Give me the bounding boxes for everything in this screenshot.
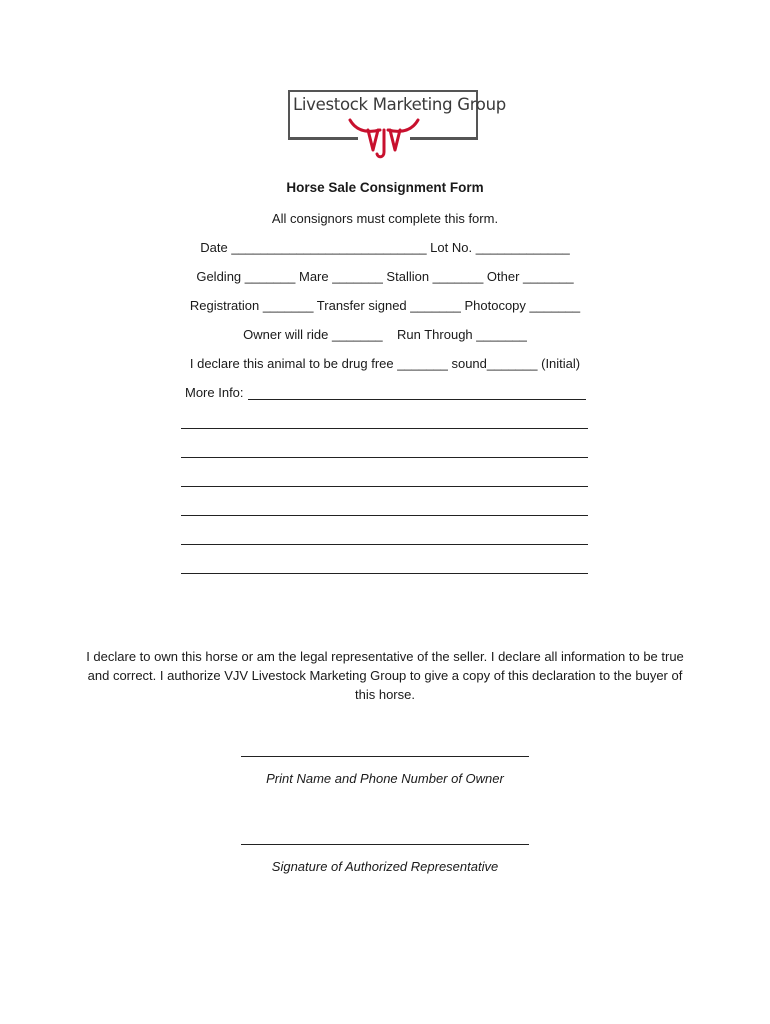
owner-caption: Print Name and Phone Number of Owner bbox=[266, 771, 504, 786]
declaration-text: I declare to own this horse or am the legal representative of the seller. I declare all information to be true and correct. I authorize VJV Livestock Marketing Group to give a copy of this declaration to the buyer of this horse. bbox=[86, 649, 684, 702]
more-info-blank-line bbox=[181, 428, 588, 429]
longhorn-vjv-mark-icon bbox=[288, 90, 482, 168]
more-info-blank-line bbox=[248, 399, 586, 400]
more-info-blank-line bbox=[181, 544, 588, 545]
vjv-logo bbox=[288, 90, 506, 168]
date-lot-row: Date ___________________________ Lot No. _____________ bbox=[200, 240, 570, 255]
papers-row: Registration _______ Transfer signed _______ Photocopy _______ bbox=[189, 298, 581, 313]
form-title: Horse Sale Consignment Form bbox=[286, 180, 484, 195]
horse-type-row: Gelding _______ Mare _______ Stallion _______ Other _______ bbox=[196, 269, 574, 284]
signature-caption: Signature of Authorized Representative bbox=[271, 859, 499, 874]
more-info-blank-line bbox=[181, 457, 588, 458]
more-info-label: More Info: bbox=[185, 385, 244, 400]
drug-free-row: I declare this animal to be drug free _______ sound_______ (Initial) bbox=[189, 356, 581, 371]
owner-name-line bbox=[241, 756, 529, 757]
more-info-blank-line bbox=[181, 573, 588, 574]
more-info-blank-line bbox=[181, 486, 588, 487]
logo-text: Livestock Marketing Group bbox=[293, 95, 506, 114]
more-info-blank-line bbox=[181, 515, 588, 516]
signature-line bbox=[241, 844, 529, 845]
ride-row: Owner will ride _______ Run Through _______ bbox=[243, 327, 527, 342]
form-instruction: All consignors must complete this form. bbox=[271, 211, 499, 226]
